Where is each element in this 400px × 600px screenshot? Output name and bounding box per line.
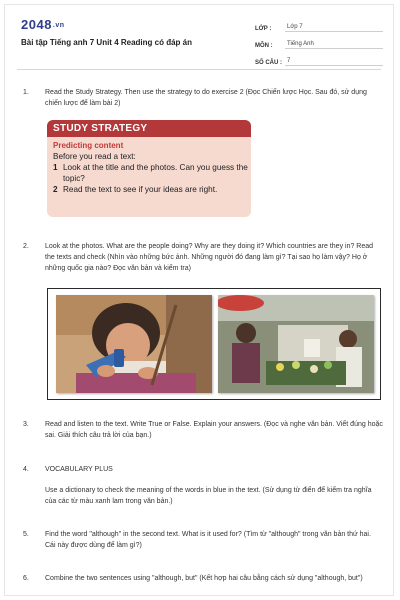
photo-child-illustration	[56, 295, 212, 393]
question-1	[23, 87, 383, 109]
photo-child-glue-gun	[56, 295, 212, 393]
strategy-item	[47, 184, 251, 195]
photos-frame	[47, 288, 381, 400]
question-number: 1.	[23, 89, 29, 96]
strategy-item-number: 2	[53, 185, 58, 194]
question-number: 6.	[23, 575, 29, 582]
meta-panel	[255, 17, 383, 68]
study-strategy-box	[47, 120, 251, 217]
question-4	[23, 464, 383, 507]
meta-key: LỚP :	[255, 26, 272, 32]
document-title: Bài tập Tiếng anh 7 Unit 4 Reading có đáp án	[21, 38, 192, 47]
question-3	[23, 419, 383, 441]
logo-text: 2048	[21, 17, 52, 32]
site-logo[interactable]	[21, 17, 65, 32]
photo-market-stall	[218, 295, 374, 393]
question-subtext: Use a dictionary to check the meaning of the words in blue in the text. (Sử dụng từ điển để kiểm tra nghĩa của các từ màu xanh lam trong văn bản.)	[45, 487, 372, 505]
question-text: Look at the photos. What are the people doing? Why are they doing it? Which countries are they in? Read the texts and check (Nhìn vào những bức ảnh. Những người đó đang làm gì? Tại sao họ làm vậy? Họ ở những quốc gia nào? Đọc văn bản và kiểm tra)	[45, 243, 374, 272]
page-header	[5, 5, 393, 67]
meta-key: SỐ CÂU :	[255, 60, 282, 66]
meta-row-count	[255, 51, 383, 66]
header-divider	[17, 69, 381, 70]
meta-key: MÔN :	[255, 43, 273, 49]
meta-value: Lớp 7	[285, 24, 383, 32]
question-text: Find the word "although" in the second text. What is it used for? (Tìm từ "although" trong văn bản thứ hai. Cái này được dùng để làm gì?)	[45, 531, 371, 549]
strategy-item-text: Read the text to see if your ideas are right.	[63, 185, 218, 194]
meta-row-subject	[255, 34, 383, 49]
worksheet-page	[4, 4, 394, 596]
question-6	[23, 573, 383, 584]
question-text: Combine the two sentences using "although, but" (Kết hợp hai câu bằng cách sử dụng "although, but")	[45, 575, 363, 582]
question-number: 5.	[23, 531, 29, 538]
meta-value: Tiếng Anh	[285, 41, 383, 49]
question-number: 2.	[23, 243, 29, 250]
strategy-subheading: Predicting content	[53, 141, 124, 150]
meta-value: 7	[285, 58, 383, 66]
strategy-heading: STUDY STRATEGY	[47, 120, 251, 137]
photo-market-illustration	[218, 295, 374, 393]
question-text: Read and listen to the text. Write True or False. Explain your answers. (Đọc và nghe văn bản. Viết đúng hoặc sai. Giải thích câu trả lời của bạn.)	[45, 421, 383, 439]
logo-suffix: .vn	[52, 22, 65, 30]
question-text: VOCABULARY PLUS	[45, 466, 113, 473]
question-text: Read the Study Strategy. Then use the strategy to do exercise 2 (Đọc Chiến lược Học. Sau đó, sử dụng chiến lược để làm bài 2)	[45, 89, 367, 107]
strategy-item-number: 1	[53, 163, 58, 172]
strategy-intro: Before you read a text:	[53, 152, 136, 161]
question-5	[23, 529, 383, 551]
question-number: 4.	[23, 466, 29, 473]
question-2	[23, 241, 383, 274]
meta-row-grade	[255, 17, 383, 32]
question-number: 3.	[23, 421, 29, 428]
strategy-item-text: Look at the title and the photos. Can you guess the topic?	[63, 163, 248, 183]
strategy-item	[47, 162, 251, 184]
